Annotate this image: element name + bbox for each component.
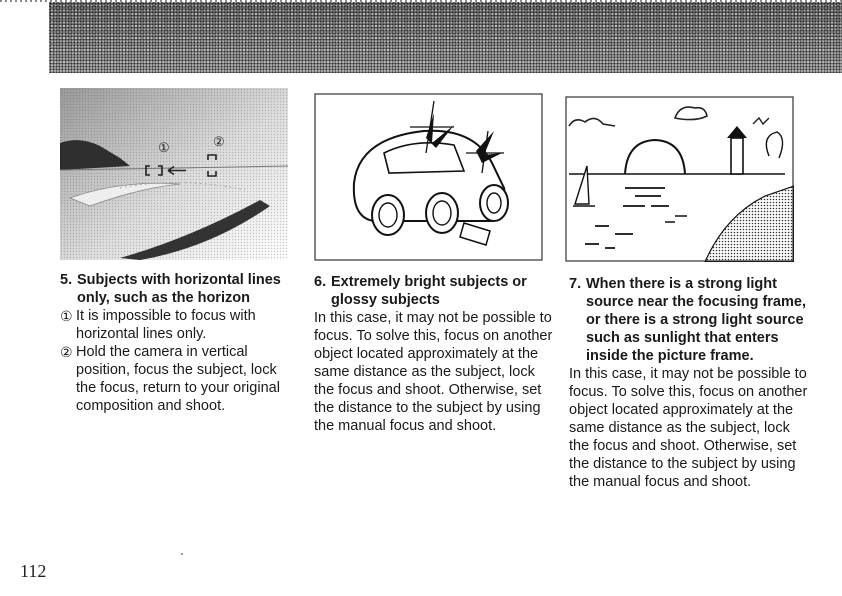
sunlight-seascape-illustration	[565, 96, 794, 262]
section-7-heading	[569, 275, 809, 365]
header-halftone-band	[49, 2, 842, 73]
figure-label-1: ①	[158, 140, 170, 155]
item-marker: ②	[60, 344, 73, 360]
section-5-heading	[60, 271, 300, 307]
figure-label-2: ②	[213, 134, 225, 149]
section-5-item-2	[60, 343, 300, 415]
section-5-item-1	[60, 307, 300, 343]
section-7-number: 7.	[569, 276, 582, 292]
section-6	[314, 273, 554, 435]
section-7-body: In this case, it may not be possible to focus. To solve this, focus on another object located approximately at the same distance as the subject, lock the focus and shoot. Otherwise, set the distance to the subject by using the manual focus and shoot.	[569, 366, 808, 490]
glossy-car-illustration	[314, 93, 543, 261]
page-number: 112	[20, 561, 47, 581]
section-5-title: Subjects with horizontal lines only, such as the horizon	[77, 272, 281, 306]
section-7	[569, 275, 809, 491]
section-6-number: 6.	[314, 274, 327, 290]
section-5	[60, 271, 300, 415]
item-marker: ①	[60, 308, 73, 324]
item-text: It is impossible to focus with horizontal lines only.	[76, 308, 256, 342]
section-6-body: In this case, it may not be possible to focus. To solve this, focus on another object located approximately at the same distance as the subject, lock the focus and shoot. Otherwise, set the distance to the subject by using the manual focus and shoot.	[314, 310, 553, 434]
section-5-number: 5.	[60, 272, 73, 288]
section-6-title: Extremely bright subjects or glossy subjects	[331, 274, 527, 308]
section-6-heading	[314, 273, 554, 309]
print-speck	[181, 553, 183, 555]
horizon-photo-illustration	[60, 88, 288, 260]
section-7-title: When there is a strong light source near the focusing frame, or there is a strong light source such as sunlight that enters inside the picture frame.	[586, 276, 806, 364]
item-text: Hold the camera in vertical position, focus the subject, lock the focus, return to your original composition and shoot.	[76, 344, 280, 414]
